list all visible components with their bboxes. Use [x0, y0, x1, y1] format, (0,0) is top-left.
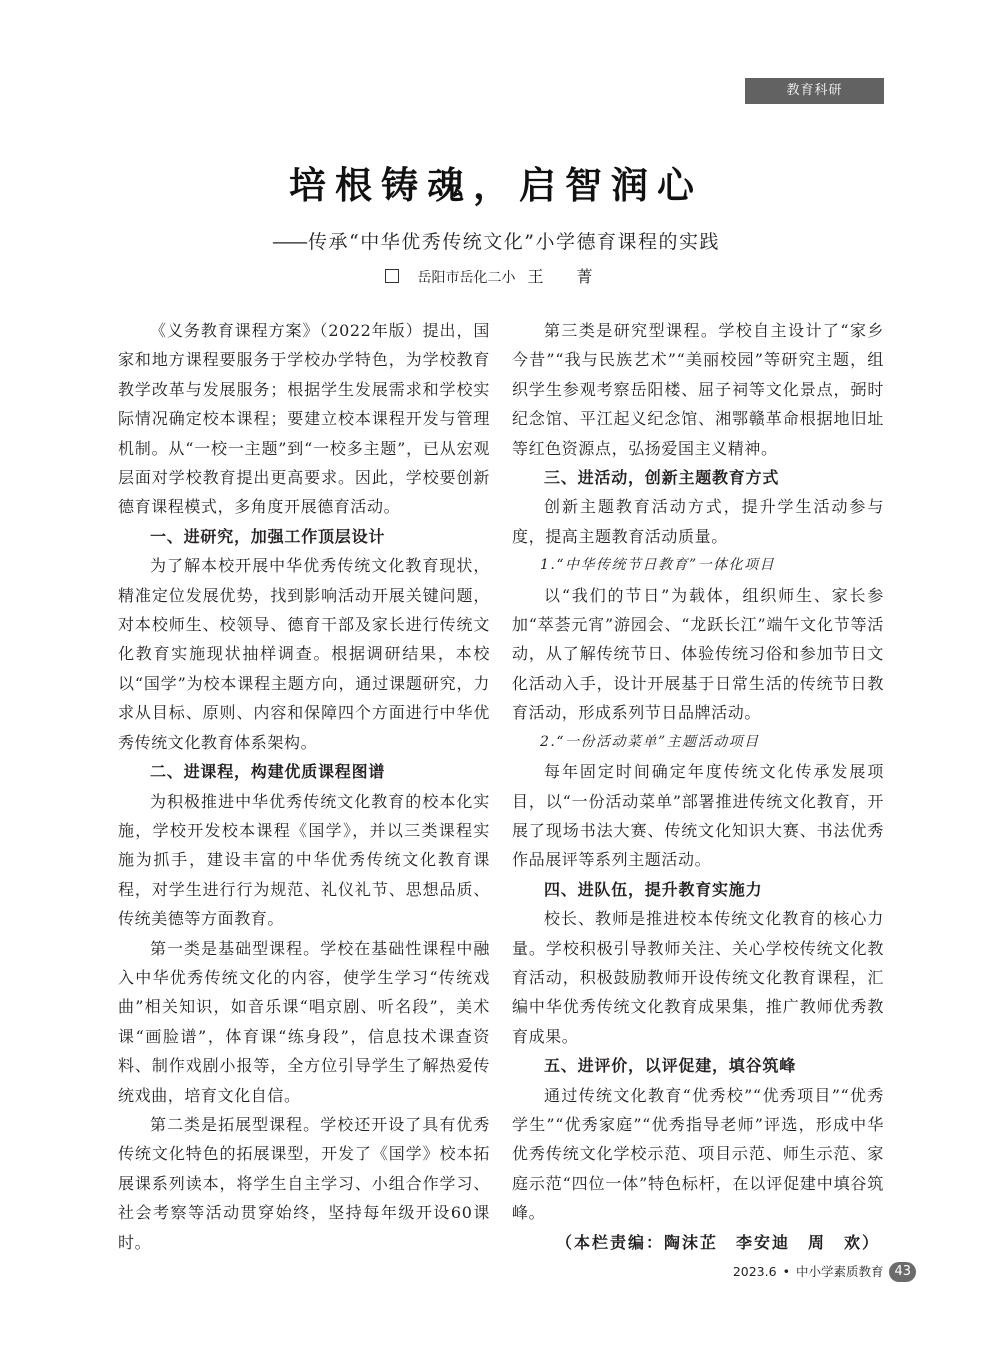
subtitle-dash: —— — [272, 231, 307, 253]
paragraph: 通过传统文化教育“优秀校”“优秀项目”“优秀学生”“优秀家庭”“优秀指导老师”评选，形成中华优秀传统文化学校示范、项目示范、师生示范、家庭示范“四位一体”特色标杆，在以评促建中填谷筑峰。 — [512, 1085, 884, 1223]
column-editors: （本栏责编：陶沫芷 李安迪 周 欢） — [555, 1232, 880, 1252]
paragraph: 每年固定时间确定年度传统文化传承发展项目，以“一份活动菜单”部署推进传统文化教育，开展了现场书法大赛、传统文化知识大赛、书法优秀作品展评等系列主题活动。 — [512, 762, 884, 870]
section-heading: 四、进队伍，提升教育实施力 — [544, 879, 763, 899]
paragraph: 为了解本校开展中华优秀传统文化教育现状，精准定位发展优势，找到影响活动开展关键问题，对本校师生、校领导、德育干部及家长进行传统文化教育实施现状抽样调查。根据调研结果，本校以“国学”为校本课程主题方向，通过课题研究，力求从目标、原则、内容和保障四个方面进行中华优秀传统文化教育体系架构。 — [118, 556, 490, 752]
right-column — [512, 316, 884, 1257]
paragraph: 第三类是研究型课程。学校自主设计了“家乡今昔”“我与民族艺术”“美丽校园”等研究主题，组织学生参观考察岳阳楼、屈子祠等文化景点，弼时纪念馆、平江起义纪念馆、湘鄂赣革命根据地旧址等红色资源点，弘扬爱国主义精神。 — [512, 321, 884, 458]
left-column — [118, 316, 490, 1257]
article-title: 培根铸魂，启智润心 — [289, 163, 703, 207]
section-heading: 一、进研究，加强工作顶层设计 — [150, 526, 386, 546]
footer-separator: • — [782, 1264, 790, 1279]
page-footer — [733, 1262, 916, 1282]
article-subtitle — [0, 228, 992, 256]
subtitle-text: 传承“中华优秀传统文化”小学德育课程的实践 — [308, 231, 720, 253]
section-heading: 三、进活动，创新主题教育方式 — [544, 468, 780, 488]
subsection-heading: 1.“中华传统节日教育”一体化项目 — [540, 557, 776, 574]
issue-date: 2023.6 — [732, 1264, 777, 1279]
journal-name: 中小学素质教育 — [795, 1264, 884, 1279]
paragraph: 第二类是拓展型课程。学校还开设了具有优秀传统文化特色的拓展课型，开发了《国学》校本拓展课系列读本，将学生自主学习、小组合作学习、社会考察等活动贯穿始终，坚持每年级开设60课时。 — [118, 1114, 490, 1252]
paragraph: 《义务教育课程方案》（2022年版）提出，国家和地方课程要服务于学校办学特色，为学校教育教学改革与发展服务；根据学生发展需求和学校实际情况确定校本课程；要建立校本课程开发与管理机制。从“一校一主题”到“一校多主题”，已从宏观层面对学校教育提出更高要求。因此，学校要创新德育课程模式，多角度开展德育活动。 — [118, 321, 490, 517]
square-bullet-icon — [385, 269, 399, 283]
section-heading: 五、进评价，以评促建，填谷筑峰 — [544, 1056, 797, 1076]
author-name: 王 菁 — [527, 267, 607, 286]
section-label-badge: 教育科研 — [745, 78, 884, 104]
paragraph: 创新主题教育活动方式，提升学生活动参与度，提高主题教育活动质量。 — [512, 497, 884, 546]
section-heading: 二、进课程，构建优质课程图谱 — [150, 762, 386, 782]
paragraph: 第一类是基础型课程。学校在基础性课程中融入中华优秀传统文化的内容，使学生学习“传统戏曲”相关知识，如音乐课“唱京剧、听名段”，美术课“画脸谱”，体育课“练身段”，信息技术课查资料、制作戏剧小报等，全方位引导学生了解热爱传统戏曲，培育文化自信。 — [118, 938, 490, 1105]
paragraph: 校长、教师是推进校本传统文化教育的核心力量。学校积极引导教师关注、关心学校传统文化教育活动，积极鼓励教师开设传统文化教育课程，汇编中华优秀传统文化教育成果集，推广教师优秀教育成果。 — [512, 909, 884, 1046]
page-number-badge: 43 — [889, 1262, 916, 1282]
subsection-heading: 2.“一份活动菜单”主题活动项目 — [540, 733, 760, 750]
paragraph: 为积极推进中华优秀传统文化教育的校本化实施，学校开发校本课程《国学》，并以三类课程实施为抓手，建设丰富的中华优秀传统文化教育课程，对学生进行行为规范、礼仪礼节、思想品质、传统美德等方面教育。 — [118, 791, 490, 929]
paragraph: 以“我们的节日”为载体，组织师生、家长参加“萃荟元宵”游园会、“龙跃长江”端午文化节等活动，从了解传统节日、体验传统习俗和参加节日文化活动入手，设计开展基于日常生活的传统节日教育活动，形成系列节日品牌活动。 — [512, 585, 884, 723]
byline — [0, 265, 992, 290]
author-affiliation: 岳阳市岳化二小 — [417, 270, 516, 286]
